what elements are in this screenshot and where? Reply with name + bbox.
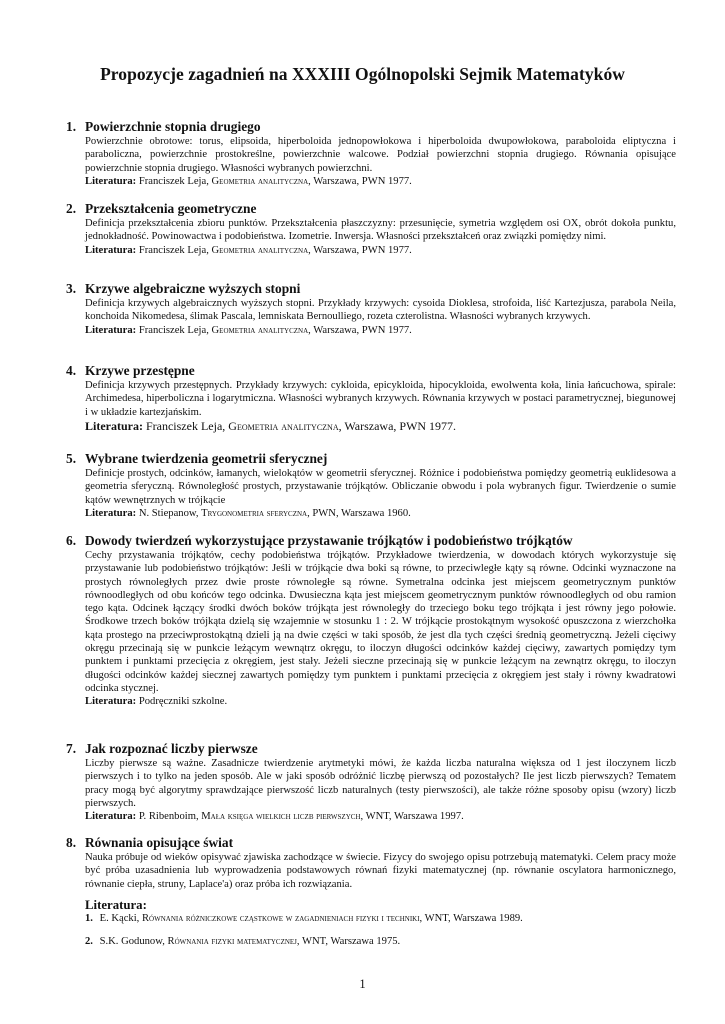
literature-title: Geometria analityczna	[211, 244, 309, 256]
literature-publisher: , WNT, Warszawa 1975.	[296, 935, 401, 947]
section-heading	[66, 740, 676, 757]
literature-publisher: , WNT, Warszawa 1997.	[360, 811, 464, 823]
section-8	[66, 834, 676, 948]
literature-line	[85, 175, 676, 188]
section-description: Definicja krzywych przestępnych. Przykłady krzywych: cykloida, epicykloida, hipocykloida, ewolwenta koła, linia łańcuchowa, spirale: Archimedesa, hiperboliczna i logarytmiczna. Własności wybranych krzywych. Równania krzywych w postaci parametrycznej, biegunowej i w układzie kartezjańskim.	[85, 380, 676, 418]
section-number: 2.	[66, 201, 77, 216]
section-number: 3.	[66, 281, 77, 296]
section-title: Dowody twierdzeń wykorzystujące przystawanie trójkątów i podobieństwo trójkątów	[85, 533, 573, 548]
literature-line	[85, 244, 676, 257]
literature-line	[85, 695, 676, 708]
section-body	[66, 297, 676, 337]
section-7	[66, 740, 676, 834]
literature-title: Geometria analityczna	[211, 175, 309, 187]
section-body	[66, 549, 676, 709]
section-title: Krzywe algebraiczne wyższych stopni	[85, 281, 301, 296]
section-3	[66, 280, 676, 362]
section-description: Nauka próbuje od wieków opisywać zjawiska zachodzące w świecie. Fizycy do swojego opisu potrzebują matematyki. Celem pracy może być próba uzasadnienia lub wyprowadzenia podstawowych równań fizyki matematycznej (np. równanie oscylatora harmonicznego, równanie ciepła, struny, Laplace'a) oraz próba ich rozwiązania.	[85, 852, 676, 890]
literature-author: P. Ribenboim,	[138, 811, 199, 823]
section-number: 6.	[66, 533, 77, 548]
literature-publisher: , Warszawa, PWN 1977.	[308, 324, 412, 336]
literature-publisher: , Warszawa, PWN 1977.	[338, 418, 457, 433]
section-body	[66, 851, 676, 948]
literature-label: Literatura:	[85, 418, 143, 433]
section-body	[66, 135, 676, 188]
literature-author: Podręczniki szkolne.	[138, 696, 228, 708]
literature-line	[85, 507, 676, 520]
literature-heading: Literatura:	[85, 897, 147, 912]
section-title: Jak rozpoznać liczby pierwsze	[85, 741, 258, 756]
section-number: 7.	[66, 741, 77, 756]
literature-label: Literatura:	[85, 507, 137, 519]
literature-item	[85, 935, 676, 948]
section-description: Liczby pierwsze są ważne. Zasadnicze twierdzenie arytmetyki mówi, że każda liczba naturalna większa od 1 jest iloczynem liczb pierwszych i to tylko na jeden sposób. Ale w jaki sposób odróżnić liczbę pierwszą od pozostałych? Ile jest liczb pierwszych? Tematem pracy mogą być algorytmy sprawdzające pierwszość liczb naturalnych (testy pierwszości), ale także różne sposoby opisu (wzory) liczb pierwszych.	[85, 758, 676, 809]
section-number: 4.	[66, 363, 77, 378]
section-2	[66, 200, 676, 280]
section-number: 5.	[66, 451, 77, 466]
literature-author: E. Kącki,	[99, 912, 140, 924]
section-body	[66, 467, 676, 520]
section-body	[66, 217, 676, 257]
section-heading	[66, 834, 676, 851]
section-4	[66, 362, 676, 450]
section-heading	[66, 200, 676, 217]
literature-title: Trygonometria sferyczna	[201, 507, 308, 519]
literature-title: Równania fizyki matematycznej	[167, 935, 297, 947]
section-body	[66, 757, 676, 823]
section-heading	[66, 280, 676, 297]
literature-title: Geometria analityczna	[228, 418, 339, 433]
section-title: Wybrane twierdzenia geometrii sferycznej	[85, 451, 328, 466]
page-title: Propozycje zagadnień na XXXIII Ogólnopolski Sejmik Matematyków	[100, 64, 625, 84]
literature-author: Franciszek Leja,	[138, 175, 209, 187]
literature-item-number: 2.	[85, 935, 93, 947]
literature-author: N. Stiepanow,	[138, 507, 199, 519]
literature-line	[85, 419, 676, 434]
literature-label: Literatura:	[85, 324, 137, 336]
literature-author: S.K. Godunow,	[99, 935, 165, 947]
section-number: 1.	[66, 119, 77, 134]
section-number: 8.	[66, 835, 77, 850]
literature-label: Literatura:	[85, 175, 137, 187]
literature-publisher: , Warszawa, PWN 1977.	[308, 244, 412, 256]
section-5	[66, 450, 676, 532]
literature-title: Równania różniczkowe cząstkowe w zagadnieniach fizyki i techniki	[141, 912, 420, 924]
page-number: 1	[359, 977, 366, 991]
section-description: Definicja krzywych algebraicznych wyższych stopni. Przykłady krzywych: cysoida Dioklesa, strofoida, liść Kartezjusza, parabola Neila, konchoida Nikomedesa, ślimak Pascala, lemniskata Bernoulliego, rozeta czterolistna. Własności wybranych krzywych.	[85, 298, 676, 323]
section-1	[66, 118, 676, 200]
literature-title: Geometria analityczna	[211, 324, 309, 336]
literature-label: Literatura:	[85, 244, 137, 256]
section-description: Definicje prostych, odcinków, łamanych, wielokątów w geometrii sferycznej. Różnice i podobieństwa pomiędzy geometrią euklidesowa a geometria sferyczną. Równoległość prostych, przystawanie trójkątów. Obliczanie obwodu i pola wybranych figur. Twierdzenie o sumie kątów wewnętrznych w trójkącie	[85, 468, 676, 506]
literature-label: Literatura:	[85, 696, 137, 708]
section-description: Definicja przekształcenia zbioru punktów. Przekształcenia płaszczyzny: przesunięcie, symetria względem osi OX, obrót dokoła punktu, jednokładność. Powinowactwa i podobieństwa. Izometrie. Inwersja. Własności przekształceń oraz związki pomiędzy nimi.	[85, 218, 676, 243]
sections-list	[66, 118, 676, 948]
section-title: Krzywe przestępne	[85, 363, 195, 378]
section-title: Przekształcenia geometryczne	[85, 201, 257, 216]
literature-author: Franciszek Leja,	[138, 324, 209, 336]
literature-author: Franciszek Leja,	[145, 418, 226, 433]
literature-publisher: , WNT, Warszawa 1989.	[419, 912, 523, 924]
literature-item-number: 1.	[85, 912, 93, 924]
section-heading	[66, 118, 676, 135]
section-heading	[66, 450, 676, 467]
literature-publisher: , Warszawa, PWN 1977.	[308, 175, 412, 187]
section-title: Powierzchnie stopnia drugiego	[85, 119, 261, 134]
literature-item	[85, 912, 676, 925]
section-heading	[66, 532, 676, 549]
section-body	[66, 379, 676, 434]
literature-label: Literatura:	[85, 811, 137, 823]
section-title: Równania opisujące świat	[85, 835, 234, 850]
literature-title: Mała księga wielkich liczb pierwszych	[201, 811, 361, 823]
literature-line	[85, 810, 676, 823]
literature-line	[85, 324, 676, 337]
section-heading	[66, 362, 676, 379]
literature-publisher: , PWN, Warszawa 1960.	[307, 507, 411, 519]
section-description: Cechy przystawania trójkątów, cechy podobieństwa trójkątów. Przykładowe twierdzenia, w dowodach których wykorzystuje się przystawanie lub podobieństwo trójkątów: Jeśli w trójkącie dwa boki są równe, to przeciwległe kąty są równe. Odcinki wyznaczone na prostych równoległych przez dwie proste równoległe są równe. Symetralna odcinka jest miejscem geometrycznym punktów równoodległych od obu końców tego odcinka. Dwusieczna kąta jest miejscem geometrycznym punktów równoodległych od obu ramion tego kąta. Odcinek łączący środki dwóch boków trójkąta jest równoległy do trzeciego boku tego trójkąta i jest równy jego połowie. Środkowe trzech boków trójkąta dzielą się wzajemnie w stosunku 1 : 2. W trójkącie prostokątnym wysokość opuszczona z wierzchołka kąta prostego na przeciwprostokątną dzieli ją na dwie części w taki sposób, że jest dla tych części średnią geometryczną. Jeżeli cięciwy okręgu przecinają się w punkcie leżącym wewnątrz okręgu, to iloczyn długości odcinków każdej cięciwy, zawartych pomiędzy tym punktem i punktami przecięcia z okręgiem, jest stały. Jeżeli sieczne przecinają się w punkcie leżącym na zewnątrz okręgu, to iloczyn długości odcinków każdej siecznej zawartych pomiędzy tym punktem i punktami przecięcia z okręgiem jest stały i równy kwadratowi odcinka stycznej.	[85, 550, 676, 694]
section-description: Powierzchnie obrotowe: torus, elipsoida, hiperboloida jednopowłokowa i hiperboloida dwupowłokowa, paraboloida eliptyczna i paraboliczna, powierzchnie prostokreślne, powierzchnie walcowe. Podział powierzchni stopnia drugiego. Równania opisujące powierzchnie stopnia drugiego. Własności wybranych powierzchni.	[85, 136, 676, 174]
literature-author: Franciszek Leja,	[138, 244, 209, 256]
section-6	[66, 532, 676, 740]
